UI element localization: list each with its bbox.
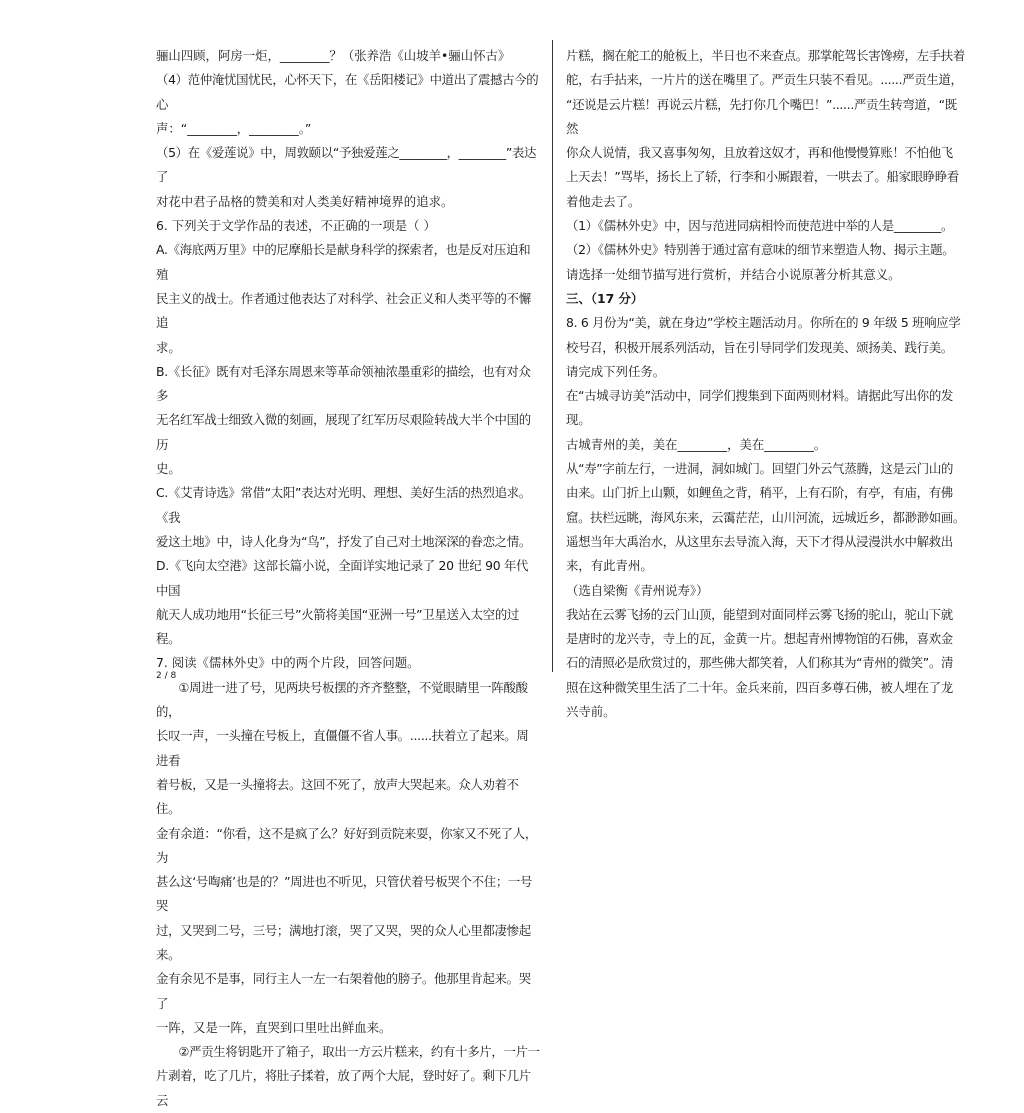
material-1: 从“寿”字前左行，一进洞，洞如城门。回望门外云气蒸腾，这是云门山的	[566, 461, 954, 477]
text-line: 金有余见不是事，同行主人一左一右架着他的膀子。他那里肯起来。哭了	[156, 971, 531, 1011]
text-line: 舵，右手拈来，一片片的送在嘴里了。严贡生只装不看见。......严贡生道，	[566, 72, 963, 88]
right-column	[566, 44, 966, 724]
question-8: 8. 6 月份为“美，就在身边”学校主题活动月。你所在的 9 年级 5 班响应学	[566, 315, 961, 331]
text-line: 对花中君子品格的赞美和对人类美好精神境界的追求。	[156, 193, 454, 209]
text-line: 金有余道：“你看，这不是疯了么？好好到贡院来耍，你家又不死了人，为	[156, 825, 537, 865]
text-line: 你众人说情，我又喜事匆匆，且放着这奴才，再和他慢慢算账！不怕他飞	[566, 145, 953, 161]
text-line: “还说是云片糕！再说云片糕，先打你几个嘴巴！”......严贡生转弯道，“既然	[566, 96, 957, 136]
text-line: 过，又哭到二号，三号；满地打滚，哭了又哭，哭的众人心里都凄惨起来。	[156, 922, 531, 962]
text-line: 片糕，搁在舵工的舱板上，半日也不来查点。那掌舵驾长害馋痨，左手扶着	[566, 48, 965, 63]
question-7: 7. 阅读《儒林外史》中的两个片段，回答问题。	[156, 655, 420, 671]
text-line: 由来。山门折上山颗，如鲤鱼之背，稍平，上有石阶，有亭，有庙，有佛	[566, 485, 953, 501]
text-line: 窟。扶栏远眺，海风东来，云霭茫茫，山川河流，远城近乡，都渺渺如画。	[566, 509, 965, 525]
text-line: 兴寺前。	[566, 704, 616, 720]
material-2: 我站在云雾飞扬的云门山顶，能望到对面同样云雾飞扬的驼山，驼山下就	[566, 606, 953, 622]
excerpt-2-start: ②严贡生将钥匙开了箱子，取出一方云片糕来，约有十多片，一片一	[178, 1044, 540, 1060]
text-line: 求。	[156, 339, 181, 355]
fill-in-line: 古城青州的美，美在________，美在________。	[566, 436, 827, 452]
text-line: （5）在《爱莲说》中，周敦颐以“予独爱莲之________，________”表达了	[156, 145, 537, 185]
text-line: 爱这土地》中，诗人化身为“鸟”，抒发了自己对土地深深的眷恋之情。	[156, 533, 531, 549]
option-a: A.《海底两万里》中的尼摩船长是献身科学的探索者，也是反对压迫和殖	[156, 242, 531, 282]
source-citation: （选自梁衡《青州说寿》）	[566, 582, 709, 598]
text-line: 上天去！”骂毕，扬长上了轿，行李和小厮跟着，一哄去了。船家眼睁睁看	[566, 169, 960, 185]
question-6: 6. 下列关于文学作品的表述，不正确的一项是（ ）	[156, 218, 436, 234]
text-line: 着他走去了。	[566, 193, 641, 209]
text-line: 史。	[156, 461, 181, 477]
text-line: 照在这种微笑里生活了二十年。金兵来前，四百多尊石佛，被人埋在了龙	[566, 679, 953, 695]
text-line: 骊山四顾，阿房一炬，________？（张养浩《山坡羊•骊山怀古》	[156, 48, 511, 63]
text-line: 是唐时的龙兴寺，寺上的瓦，金黄一片。想起青州博物馆的石佛，喜欢金	[566, 631, 953, 647]
text-line: 片剥着，吃了几片，将肚子揉着，放了两个大屁，登时好了。剩下几片云	[156, 1068, 531, 1108]
option-b: B.《长征》既有对毛泽东周恩来等革命领袖浓墨重彩的描绘，也有对众多	[156, 363, 531, 404]
text-line: 在“古城寻访美”活动中，同学们搜集到下面两则材料。请据此写出你的发	[566, 388, 954, 404]
text-line: 甚么这‘号啕痛’也是的？”周进也不听见，只管伏着号板哭个不住；一号哭	[156, 874, 533, 914]
text-line: 请选择一处细节描写进行赏析，并结合小说原著分析其意义。	[566, 266, 901, 282]
text-line: 长叹一声，一头撞在号板上，直僵僵不省人事。......扶着立了起来。周进看	[156, 728, 529, 768]
text-line: 着号板，又是一头撞将去。这回不死了，放声大哭起来。众人劝着不住。	[156, 776, 519, 817]
text-line: 石的清照必是欣赏过的，那些佛大都笑着，人们称其为“青州的微笑”。清	[566, 655, 954, 671]
left-column	[156, 44, 540, 1113]
text-line: 民主义的战士。作者通过他表达了对科学、社会正义和人类平等的不懈追	[156, 290, 531, 331]
text-line: 声：“________，________。”	[156, 120, 312, 136]
option-d: D.《飞向太空港》这部长篇小说，全面详实地记录了 20 世纪 90 年代中国	[156, 558, 529, 598]
text-line: 一阵，又是一阵，直哭到口里吐出鲜血来。	[156, 1019, 392, 1035]
text-line: 校号召，积极开展系列活动，旨在引导同学们发现美、颂扬美、践行美。	[566, 339, 953, 355]
question-7-1: （1）《儒林外史》中，因与范进同病相怜而使范进中举的人是________。	[566, 218, 954, 234]
text-line: 遥想当年大禹治水，从这里东去导流入海，天下才得从浸漫洪水中解救出	[566, 533, 953, 549]
excerpt-1-start: ①周进一进了号，见两块号板摆的齐齐整整，不觉眼睛里一阵酸酸的，	[156, 679, 528, 720]
text-line: 来，有此青州。	[566, 558, 653, 574]
option-c: C.《艾青诗选》常借“太阳”表达对光明、理想、美好生活的热烈追求。《我	[156, 485, 531, 525]
text-line: 请完成下列任务。	[566, 363, 666, 379]
page-number: 2 / 8	[156, 671, 177, 681]
column-divider	[552, 40, 553, 672]
question-7-2: （2）《儒林外史》特别善于通过富有意味的细节来塑造人物、揭示主题。	[566, 242, 955, 258]
section-heading: 三、（17 分）	[566, 290, 644, 306]
text-line: 现。	[566, 412, 591, 428]
text-line: 航天人成功地用“长征三号”火箭将美国“亚洲一号”卫星送入太空的过程。	[156, 606, 520, 647]
text-line: （4）范仲淹忧国忧民，心怀天下，在《岳阳楼记》中道出了震撼古今的心	[156, 72, 539, 112]
text-line: 无名红军战士细致入微的刻画，展现了红军历尽艰险转战大半个中国的历	[156, 412, 531, 452]
